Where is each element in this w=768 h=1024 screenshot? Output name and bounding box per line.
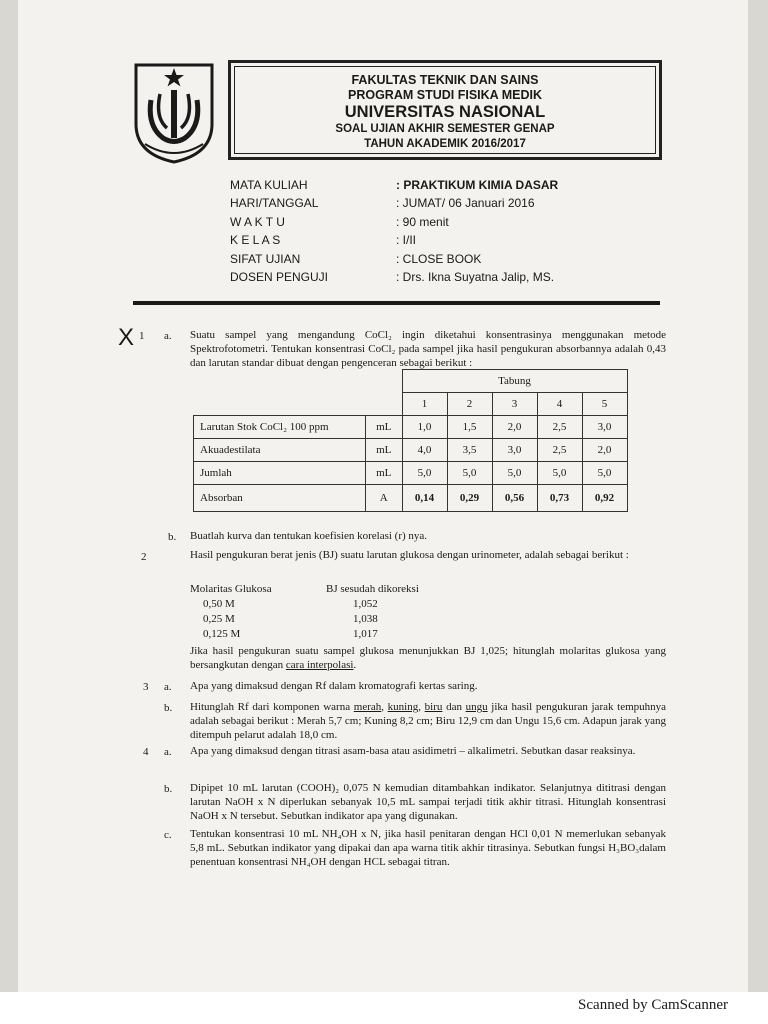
q2-outro-start: Jika hasil pengukuran suatu sampel glukosa menunjukkan BJ 1,025; hitunglah molaritas glukosa yang bersangkutan dengan xyxy=(190,645,666,671)
cell: 3,0 xyxy=(492,439,537,462)
info-label: MATA KULIAH xyxy=(230,178,308,192)
exam-title: SOAL UJIAN AKHIR SEMESTER GENAP xyxy=(335,123,555,135)
cell: 5,0 xyxy=(582,462,627,485)
tube-header: 2 xyxy=(447,393,492,416)
row-label: Larutan Stok CoCl₂ 100 ppm xyxy=(194,416,366,439)
q4b-text: Dipipet 10 mL larutan (COOH)₂ 0,075 N kemudian ditambahkan indikator. Selanjutnya dititrasi dengan larutan NaOH x N diperlukan sebanyak 10,5 mL sampai terjadi titik akhir titrasi. Hitunglah konsentrasi NaOH x N tersebut. Sebutkan indikator apa yang digunakan. xyxy=(190,782,666,822)
table-row xyxy=(194,462,628,485)
glucose-header-row xyxy=(190,583,419,598)
q2-number: 2 xyxy=(141,551,147,563)
info-value: : CLOSE BOOK xyxy=(396,251,482,266)
tube-header: 1 xyxy=(402,393,447,416)
table-row xyxy=(194,485,628,512)
cell: 0,56 xyxy=(492,485,537,512)
row-unit: mL xyxy=(366,462,403,485)
cell: 3,5 xyxy=(447,439,492,462)
cell: 3,0 xyxy=(582,416,627,439)
col-header: BJ sesudah dikoreksi xyxy=(326,583,419,595)
scanner-watermark: Scanned by CamScanner xyxy=(578,997,728,1013)
q1b-text: Buatlah kurva dan tentukan koefisien korelasi (r) nya. xyxy=(190,530,428,542)
bj-value: 1,017 xyxy=(353,628,378,640)
col-header: Molaritas Glukosa xyxy=(190,583,272,595)
cell: 0,92 xyxy=(582,485,627,512)
q2-outro xyxy=(190,644,666,672)
q1b-label: b. xyxy=(168,531,177,543)
program-name: PROGRAM STUDI FISIKA MEDIK xyxy=(348,88,542,102)
q3b-text: Hitunglah Rf dari komponen warna merah, kuning, biru dan ungu jika hasil pengukuran jarak tempuhnya adalah sebagai berikut : Merah 5,7 cm; Kuning 8,2 cm; Biru 12,9 cm dan Ungu 15,6 cm. Adapun jarak yang ditempuh pelarut adalah 18,0 cm. xyxy=(190,701,667,741)
row-unit: A xyxy=(366,485,403,512)
cell: 5,0 xyxy=(402,462,447,485)
divider xyxy=(133,301,660,305)
q2-outro-end: . xyxy=(353,659,357,671)
info-value: : JUMAT/ 06 Januari 2016 xyxy=(396,196,535,211)
q4a-label: a. xyxy=(164,746,172,758)
q3a-text: Apa yang dimaksud dengan Rf dalam kromatografi kertas saring. xyxy=(190,680,478,692)
header-box xyxy=(228,60,662,160)
row-label: Jumlah xyxy=(194,462,366,485)
color-biru: biru xyxy=(424,701,443,713)
bj-value: 1,038 xyxy=(353,613,378,625)
tube-header: 4 xyxy=(537,393,582,416)
row-label: Absorban xyxy=(194,485,366,512)
q4c-text: Tentukan konsentrasi 10 mL NH₄OH x N, jika hasil penitaran dengan HCl 0,01 N memerlukan sebanyak 5,8 mL. Sebutkan indikator yang dipakai dan apa warna titik akhir titrasinya. Sebutkan fungsi H₃BO₃dalam penentuan konsentrasi NH₄OH dengan HCL sebagai titran. xyxy=(190,828,666,868)
info-label: K E L A S xyxy=(230,233,281,248)
info-label: HARI/TANGGAL xyxy=(230,196,319,211)
info-label: DOSEN PENGUJI xyxy=(230,269,329,284)
q3b-label: b. xyxy=(164,702,173,714)
q1a-label: a. xyxy=(164,330,172,342)
handwritten-x-mark: X xyxy=(118,324,135,351)
cell: 0,29 xyxy=(447,485,492,512)
q3b-dan: dan xyxy=(446,701,462,713)
row-unit: mL xyxy=(366,439,403,462)
q3a-label: a. xyxy=(164,681,172,693)
faculty-name: FAKULTAS TEKNIK DAN SAINS xyxy=(351,73,539,87)
cell: 5,0 xyxy=(492,462,537,485)
q2-intro: Hasil pengukuran berat jenis (BJ) suatu larutan glukosa dengan urinometer, adalah sebagai berikut : xyxy=(190,549,629,561)
q3b-pre: Hitunglah Rf dari komponen warna xyxy=(190,701,351,713)
cell: 2,5 xyxy=(537,439,582,462)
tube-header: 3 xyxy=(492,393,537,416)
molarity: 0,25 M xyxy=(203,613,235,625)
university-name: UNIVERSITAS NASIONAL xyxy=(344,103,546,121)
q1-number: 1 xyxy=(139,330,145,342)
row-unit: mL xyxy=(366,416,403,439)
cell: 2,0 xyxy=(492,416,537,439)
university-logo xyxy=(133,62,215,164)
cell: 5,0 xyxy=(447,462,492,485)
cell: 1,5 xyxy=(447,416,492,439)
info-label: SIFAT UJIAN xyxy=(230,251,301,266)
cell: 0,14 xyxy=(402,485,447,512)
table-row xyxy=(194,416,628,439)
cell: 1,0 xyxy=(402,416,447,439)
info-label: W A K T U xyxy=(230,214,285,229)
academic-year: TAHUN AKADEMIK 2016/2017 xyxy=(364,138,526,150)
q4-number: 4 xyxy=(143,746,149,758)
color-kuning: kuning xyxy=(387,701,419,713)
q1a-text: Suatu sampel yang mengandung CoCl₂ ingin diketahui konsentrasinya menggunakan metode Spektrofotometri. Tentukan konsentrasi CoCl₂ pada sampel jika hasil pengukuran absorbannya adalah 0,43 dan larutan standar dibuat dengan pengenceran sebagai berikut : xyxy=(190,329,666,369)
cell: 2,0 xyxy=(582,439,627,462)
info-value: : Drs. Ikna Suyatna Jalip, MS. xyxy=(396,269,555,284)
table-group-header: Tabung xyxy=(402,370,627,393)
bj-value: 1,052 xyxy=(353,598,378,610)
q3b-post: jika hasil pengukuran jarak tempuhnya adalah sebagai berikut : Merah 5,7 cm; Kuning 8,2 cm; Biru 12,9 cm dan Ungu 15,6 cm. Adapun jarak yang ditempuh pelarut adalah 18,0 cm. xyxy=(190,701,667,741)
molarity: 0,50 M xyxy=(203,598,235,610)
info-value: : I/II xyxy=(396,233,417,248)
molarity: 0,125 M xyxy=(203,628,241,640)
cell: 5,0 xyxy=(537,462,582,485)
q3-number: 3 xyxy=(143,681,149,693)
q2-outro-underlined: cara interpolasi xyxy=(285,659,354,671)
scanner-footer xyxy=(0,992,768,1024)
cell: 2,5 xyxy=(537,416,582,439)
row-label: Akuadestilata xyxy=(194,439,366,462)
q4a-text: Apa yang dimaksud dengan titrasi asam-basa atau asidimetri – alkalimetri. Sebutkan dasar reaksinya. xyxy=(190,745,636,757)
color-merah: merah xyxy=(353,701,382,713)
cell: 4,0 xyxy=(402,439,447,462)
table-row xyxy=(194,439,628,462)
dilution-table xyxy=(193,369,628,512)
q4c-label: c. xyxy=(164,829,172,841)
color-ungu: ungu xyxy=(465,701,488,713)
q4b-label: b. xyxy=(164,783,173,795)
info-value: : 90 menit xyxy=(396,214,449,229)
info-value: : PRAKTIKUM KIMIA DASAR xyxy=(396,178,559,192)
cell: 0,73 xyxy=(537,485,582,512)
tube-header: 5 xyxy=(582,393,627,416)
